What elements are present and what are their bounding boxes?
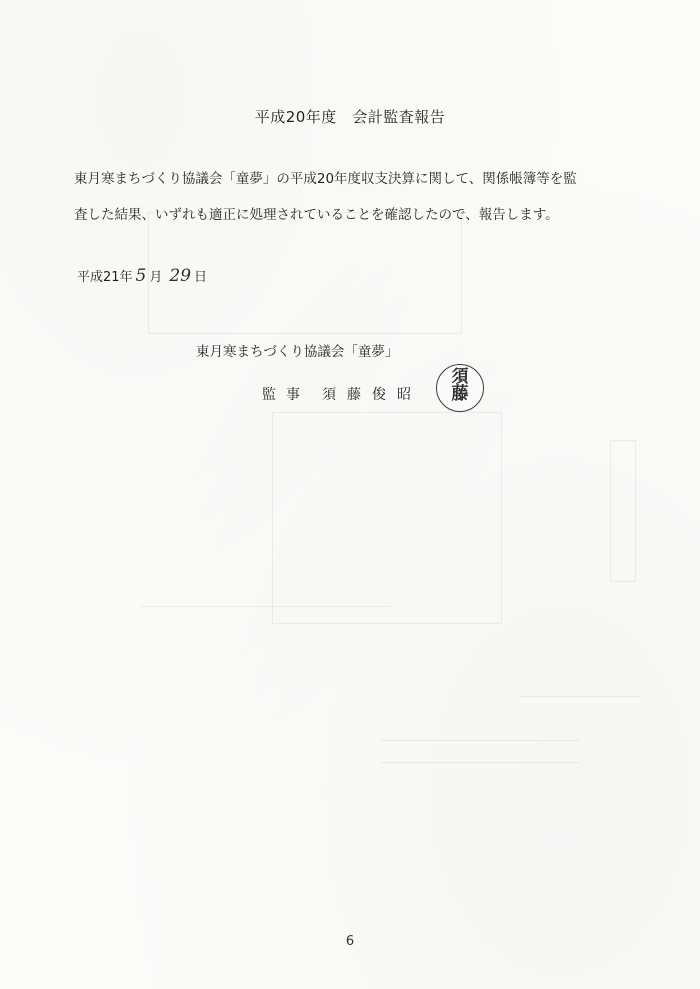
reverse-bleed-line (140, 606, 390, 607)
auditor-role: 監事 (262, 387, 310, 403)
auditor-signature-line (262, 384, 422, 404)
date-month-handwritten: 5 (135, 266, 147, 286)
seal-character-bottom: 藤 (451, 384, 469, 404)
auditor-name: 須藤俊昭 (322, 387, 422, 403)
reverse-bleed-table-side (610, 440, 636, 582)
report-body-line-1: 東月寒まちづくり協議会「童夢」の平成20年度収支決算に関して、関係帳簿等を監 (74, 171, 577, 187)
report-body-line-2: 査した結果、いずれも適正に処理されていることを確認したので、報告します。 (74, 207, 559, 223)
report-date (77, 266, 207, 286)
reverse-bleed-line (380, 740, 580, 741)
reverse-bleed-line (520, 696, 640, 697)
date-month-unit: 月 (149, 270, 163, 285)
organization-name: 東月寒まちづくり協議会「童夢」 (196, 344, 399, 360)
date-day-handwritten: 29 (169, 266, 192, 286)
personal-seal-stamp (436, 364, 484, 412)
document-title: 平成20年度 会計監査報告 (254, 108, 446, 126)
page-number: 6 (345, 934, 355, 949)
reverse-bleed-table-mid (272, 412, 502, 624)
date-day-unit: 日 (194, 270, 208, 285)
seal-character-top: 須 (451, 367, 469, 387)
date-era-year: 平成21年 (77, 270, 133, 285)
reverse-bleed-line (380, 762, 580, 763)
